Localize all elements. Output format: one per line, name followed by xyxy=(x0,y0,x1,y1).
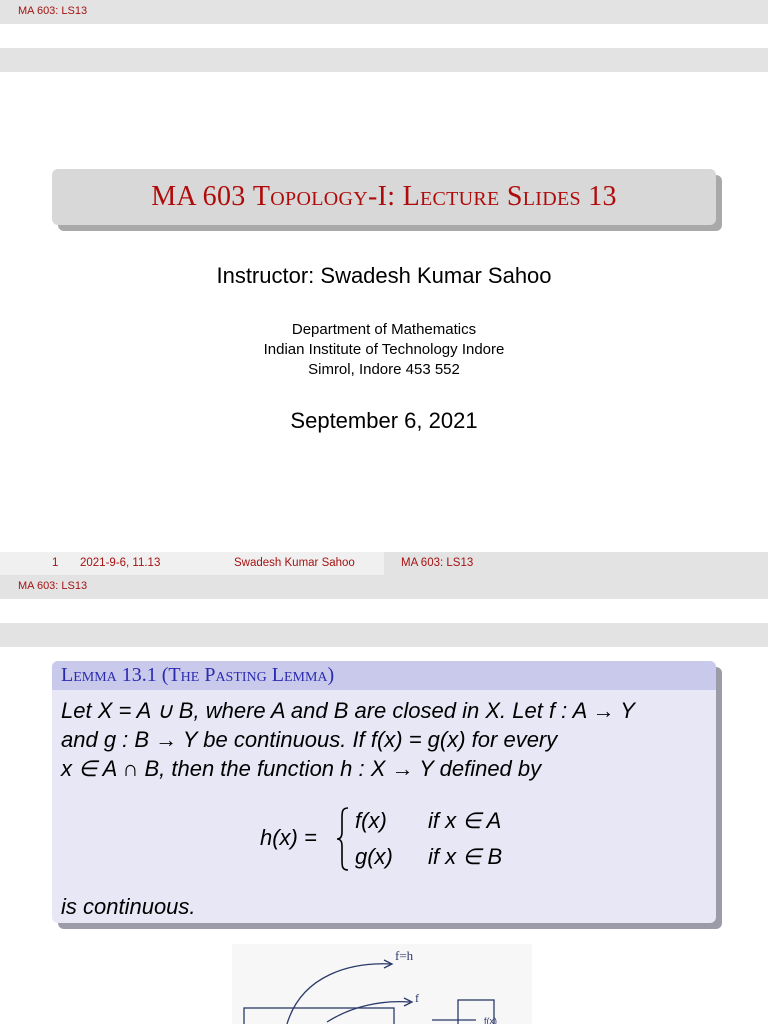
dept-line: Department of Mathematics xyxy=(291,321,477,338)
handdrawn-sketch xyxy=(232,944,532,1024)
slide-footer xyxy=(0,552,768,575)
department-block xyxy=(0,320,768,380)
lemma-conclusion: is continuous. xyxy=(61,894,196,919)
slide-date: September 6, 2021 xyxy=(290,408,478,433)
header-text: MA 603: LS13 xyxy=(18,580,88,592)
title-rest: Topology-I: Lecture Slides 13 xyxy=(252,181,617,212)
footer-left xyxy=(0,552,384,575)
case2-value: g(x) xyxy=(355,844,393,869)
case1-value: f(x) xyxy=(355,808,387,833)
lemma-line: and g : B → Y be continuous. If f(x) = g(x) for every xyxy=(61,727,558,752)
header-text: MA 603: LS13 xyxy=(18,5,88,17)
title-box xyxy=(52,169,716,225)
piecewise-lhs: h(x) = xyxy=(260,825,317,850)
footer-short-title: MA 603: LS13 xyxy=(401,557,474,569)
piecewise-definition xyxy=(52,806,716,876)
slide-header xyxy=(0,575,768,599)
footer-author: Swadesh Kumar Sahoo xyxy=(234,557,355,569)
footer-datetime: 2021-9-6, 11.13 xyxy=(80,557,161,569)
footer-right xyxy=(384,552,768,575)
sketch-drawing xyxy=(232,944,532,1024)
sketch-label-mid: f xyxy=(415,991,419,1005)
lemma-block xyxy=(52,661,716,923)
lemma-line: x ∈ A ∩ B, then the function h : X → Y defined by xyxy=(61,756,542,781)
sketch-label-top: f=h xyxy=(395,948,414,963)
dept-line: Simrol, Indore 453 552 xyxy=(308,361,460,378)
lemma-title: Lemma 13.1 (The Pasting Lemma) xyxy=(52,661,716,690)
lemma-line: Let X = A ∪ B, where A and B are closed in X. Let f : A → Y xyxy=(61,698,635,723)
case1-condition: if x ∈ A xyxy=(428,808,502,833)
sketch-label-fx: f(x) xyxy=(484,1016,497,1024)
lemma-statement xyxy=(52,690,716,783)
case2-condition: if x ∈ B xyxy=(428,844,503,869)
header-band xyxy=(0,48,768,72)
left-brace xyxy=(336,806,350,872)
instructor-line: Instructor: Swadesh Kumar Sahoo xyxy=(216,263,552,288)
page-number: 1 xyxy=(52,557,59,569)
slide-title xyxy=(151,181,617,213)
header-band xyxy=(0,623,768,647)
dept-line: Indian Institute of Technology Indore xyxy=(263,341,505,358)
title-prefix: MA 603 xyxy=(151,181,246,212)
slide-header xyxy=(0,0,768,24)
